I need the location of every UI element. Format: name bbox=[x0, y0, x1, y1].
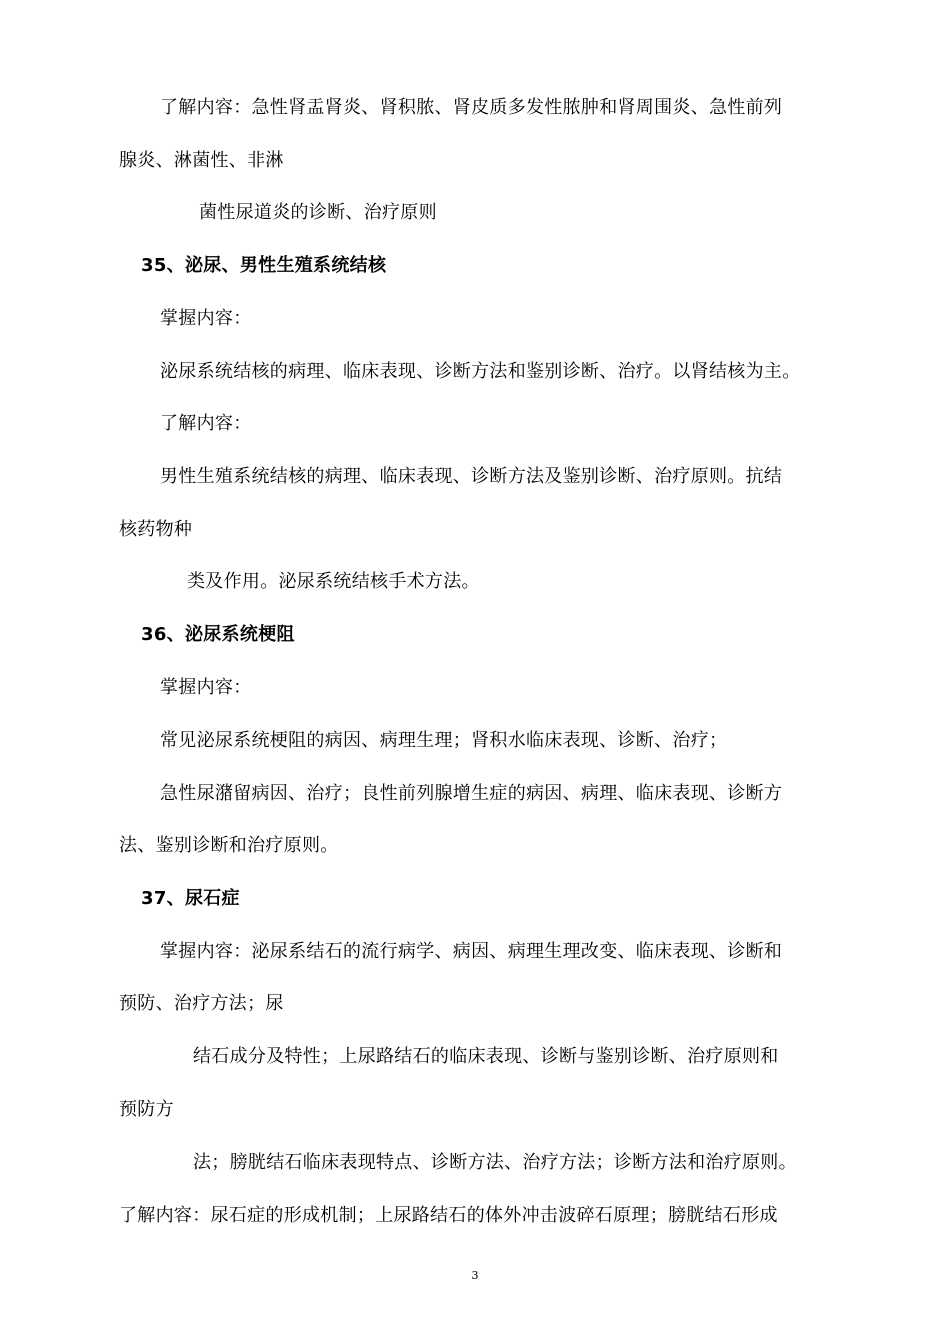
body-text: 掌握内容：泌尿系结石的流行病学、病因、病理生理改变、临床表现、诊断和 bbox=[160, 941, 783, 962]
body-text: 类及作用。泌尿系统结核手术方法。 bbox=[187, 571, 480, 592]
body-text: 法、鉴别诊断和治疗原则。 bbox=[119, 835, 339, 856]
body-text: 急性尿潴留病因、治疗；良性前列腺增生症的病因、病理、临床表现、诊断方 bbox=[160, 783, 783, 804]
section-heading: 37、尿石症 bbox=[141, 888, 240, 909]
body-text: 了解内容： bbox=[160, 413, 252, 434]
body-text: 了解内容：急性肾盂肾炎、肾积脓、肾皮质多发性脓肿和肾周围炎、急性前列 bbox=[160, 97, 783, 118]
body-text: 腺炎、淋菌性、非淋 bbox=[119, 150, 284, 171]
page-number: 3 bbox=[471, 1269, 479, 1282]
body-text: 预防、治疗方法；尿 bbox=[119, 993, 284, 1014]
body-text: 了解内容：尿石症的形成机制；上尿路结石的体外冲击波碎石原理；膀胱结石形成 bbox=[119, 1205, 778, 1226]
body-text: 常见泌尿系统梗阻的病因、病理生理；肾积水临床表现、诊断、治疗； bbox=[160, 730, 728, 751]
section-heading: 36、泌尿系统梗阻 bbox=[141, 624, 295, 645]
body-text: 泌尿系统结核的病理、临床表现、诊断方法和鉴别诊断、治疗。以肾结核为主。 bbox=[160, 361, 801, 382]
body-text: 结石成分及特性；上尿路结石的临床表现、诊断与鉴别诊断、治疗原则和 bbox=[193, 1046, 779, 1067]
body-text: 男性生殖系统结核的病理、临床表现、诊断方法及鉴别诊断、治疗原则。抗结 bbox=[160, 466, 783, 487]
body-text: 法；膀胱结石临床表现特点、诊断方法、治疗方法；诊断方法和治疗原则。 bbox=[193, 1152, 797, 1173]
body-text: 菌性尿道炎的诊断、治疗原则 bbox=[199, 202, 437, 223]
section-heading: 35、泌尿、男性生殖系统结核 bbox=[141, 255, 387, 276]
body-text: 掌握内容： bbox=[160, 308, 252, 329]
body-text: 核药物种 bbox=[119, 519, 193, 540]
body-text: 预防方 bbox=[119, 1099, 174, 1120]
body-text: 掌握内容： bbox=[160, 677, 252, 698]
